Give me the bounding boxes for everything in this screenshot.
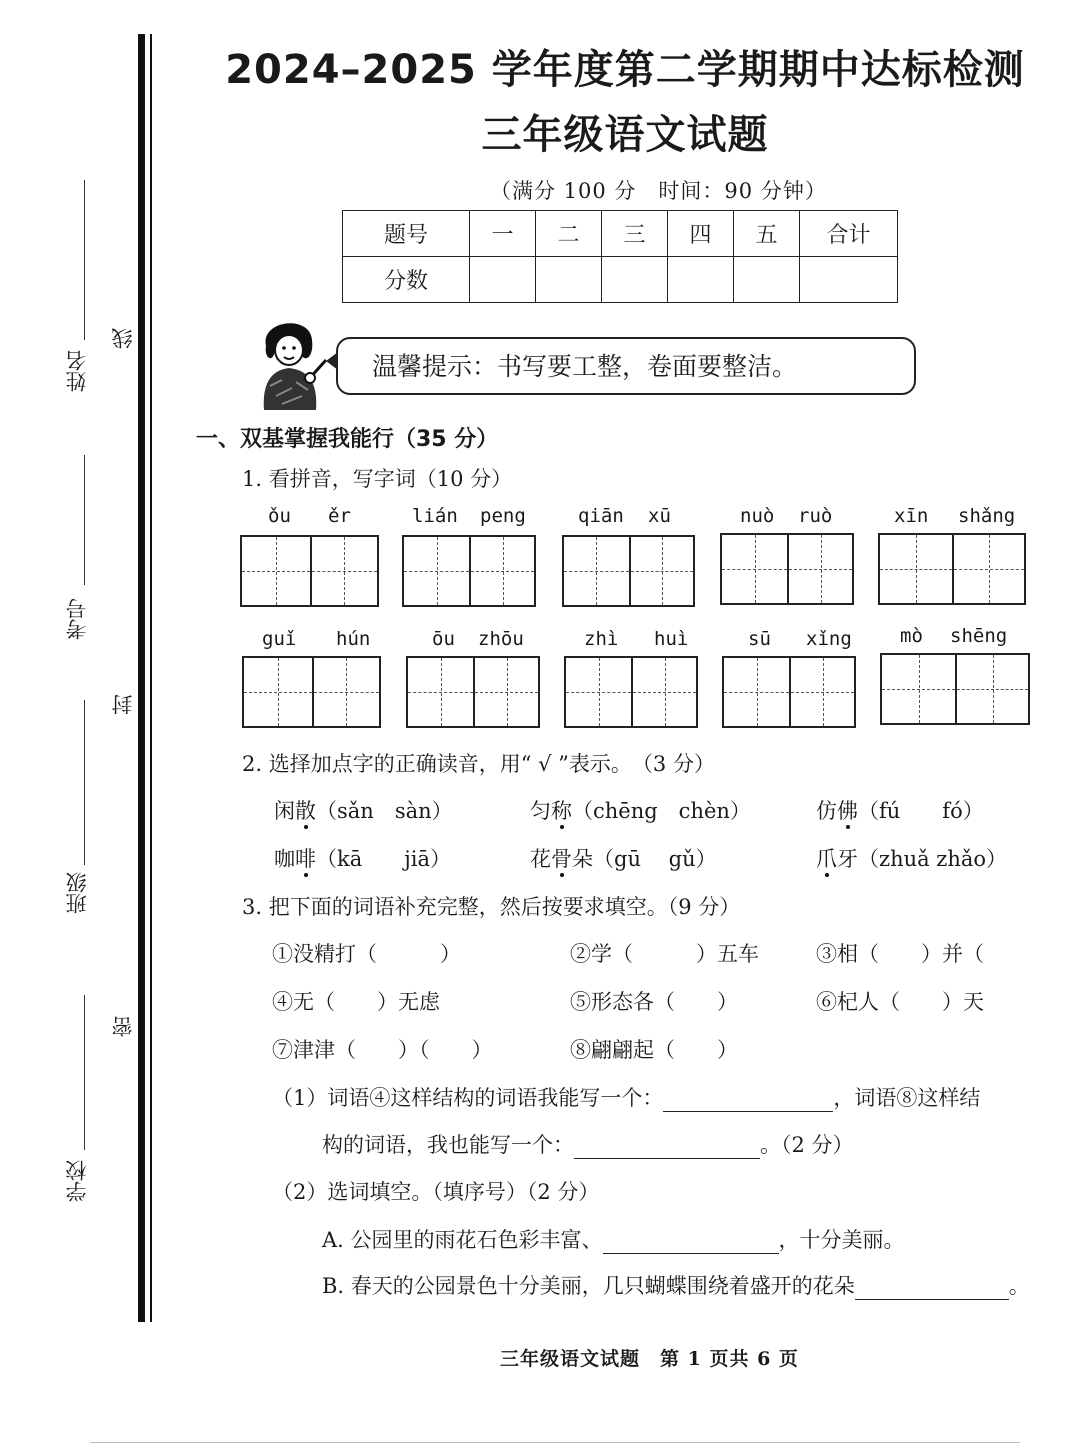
pinyin: ruò — [798, 505, 833, 527]
writing-grid[interactable] — [720, 533, 854, 605]
seal-mark: 封 — [111, 694, 135, 715]
q2-item: 咖啡（kā jiā） — [274, 843, 451, 873]
idiom-item[interactable]: ④无（ ）无虑 — [272, 990, 440, 1014]
pinyin: xū — [648, 505, 671, 527]
pinyin: mò — [900, 625, 923, 647]
q1-prompt: 1. 看拼音，写字词（10 分） — [242, 467, 513, 491]
score-table-header-label: 题号 — [343, 211, 470, 257]
score-cell[interactable] — [800, 257, 898, 303]
score-col-4: 四 — [668, 211, 734, 257]
answer-blank[interactable] — [663, 1111, 833, 1112]
score-table-score-row — [343, 257, 898, 303]
pinyin: peng — [480, 505, 526, 527]
binding-bar — [138, 34, 145, 1322]
idiom-item[interactable]: ⑧翩翩起（ ） — [570, 1038, 738, 1062]
pinyin: xǐng — [806, 628, 852, 650]
reading-options[interactable]: （fú fó） — [858, 799, 984, 823]
bottom-rule — [90, 1442, 1020, 1443]
pinyin: ěr — [328, 505, 351, 527]
q3-sub2-b: B. 春天的公园景色十分美丽，几只蝴蝶围绕着盛开的花朵 。 — [322, 1274, 1030, 1298]
pinyin: shēng — [950, 625, 1008, 647]
score-table — [342, 210, 898, 303]
idiom-item[interactable]: ⑥杞人（ ）天 — [816, 990, 984, 1014]
page-footer: 三年级语文试题 第 1 页共 6 页 — [500, 1348, 799, 1370]
reading-options[interactable]: （sǎn sàn） — [316, 799, 453, 823]
reading-options[interactable]: （zhuǎ zhǎo） — [858, 847, 1008, 871]
answer-blank[interactable] — [603, 1253, 779, 1254]
reading-options[interactable]: （kā jiā） — [316, 847, 451, 871]
subject-title: 三年级语文试题 — [481, 112, 769, 158]
score-table-header-row — [343, 211, 898, 257]
q3-sub1-line1: （1）词语④这样结构的词语我能写一个： ，词语⑧这样结 — [272, 1086, 981, 1110]
binding-bar-inner — [150, 34, 152, 1322]
writing-grid[interactable] — [878, 533, 1026, 605]
q2-item: 仿佛（fú fó） — [816, 795, 984, 825]
pinyin: nuò — [740, 505, 775, 527]
writing-grid[interactable] — [562, 535, 695, 607]
tip-bubble: 温馨提示：书写要工整，卷面要整洁。 — [336, 337, 916, 395]
pinyin: ōu — [432, 628, 455, 650]
q2-item: 闲散（sǎn sàn） — [274, 795, 453, 825]
school-line — [84, 995, 85, 1150]
pinyin: ǒu — [268, 505, 291, 527]
pinyin: lián — [412, 505, 458, 527]
name-label: 姓名 — [65, 350, 89, 392]
pinyin: hún — [336, 628, 371, 650]
writing-grid[interactable] — [880, 653, 1030, 725]
idiom-item[interactable]: ⑦津津（ ）（ ） — [272, 1038, 493, 1062]
answer-blank[interactable] — [574, 1158, 760, 1159]
reading-options[interactable]: （chēng chèn） — [572, 799, 751, 823]
writing-grid[interactable] — [242, 656, 381, 728]
score-col-total: 合计 — [800, 211, 898, 257]
score-cell[interactable] — [734, 257, 800, 303]
writing-grid[interactable] — [564, 656, 698, 728]
writing-grid[interactable] — [402, 535, 536, 607]
name-line — [84, 180, 85, 340]
idiom-item[interactable]: ②学（ ）五车 — [570, 942, 759, 966]
q2-item: 花骨朵（gū gǔ） — [530, 843, 717, 873]
reading-options[interactable]: （gū gǔ） — [593, 847, 717, 871]
answer-blank[interactable] — [855, 1299, 1009, 1300]
score-col-2: 二 — [536, 211, 602, 257]
exam-title: 2024–2025 学年度第二学期期中达标检测 — [225, 47, 1025, 93]
q2-item: 匀称（chēng chèn） — [530, 795, 751, 825]
teacher-illustration — [252, 316, 330, 410]
score-cell[interactable] — [602, 257, 668, 303]
pinyin: shǎng — [958, 505, 1016, 527]
pinyin: huì — [654, 628, 689, 650]
score-col-1: 一 — [470, 211, 536, 257]
q2-item: 爪牙（zhuǎ zhǎo） — [816, 843, 1007, 873]
idiom-item[interactable]: ③相（ ）并（ — [816, 942, 984, 966]
score-col-5: 五 — [734, 211, 800, 257]
q3-sub2-a: A. 公园里的雨花石色彩丰富、 ，十分美丽。 — [322, 1228, 905, 1252]
q2-prompt: 2. 选择加点字的正确读音，用“ √ ”表示。 （3 分） — [242, 752, 715, 776]
class-line — [84, 700, 85, 865]
writing-grid[interactable] — [240, 535, 379, 607]
writing-grid[interactable] — [406, 656, 540, 728]
score-col-3: 三 — [602, 211, 668, 257]
idiom-item[interactable]: ①没精打（ ） — [272, 942, 461, 966]
exam-no-label: 考号 — [65, 598, 89, 640]
pinyin: guǐ — [262, 628, 297, 650]
section-1-heading: 一、双基掌握我能行（35 分） — [196, 427, 499, 452]
score-table-row-label: 分数 — [343, 257, 470, 303]
idiom-item[interactable]: ⑤形态各（ ） — [570, 990, 738, 1014]
pinyin: sū — [748, 628, 771, 650]
q3-sub2-prompt: （2）选词填空。（填序号）（2 分） — [272, 1180, 600, 1204]
class-label: 班级 — [65, 872, 89, 914]
writing-grid[interactable] — [722, 656, 856, 728]
score-cell[interactable] — [536, 257, 602, 303]
pinyin: qiān — [578, 505, 624, 527]
score-cell[interactable] — [668, 257, 734, 303]
q3-sub1-line2: 构的词语，我也能写一个： 。（2 分） — [322, 1133, 854, 1157]
pinyin: zhōu — [478, 628, 524, 650]
exam-info: （满分 100 分 时间：90 分钟） — [490, 179, 827, 203]
q3-prompt: 3. 把下面的词语补充完整，然后按要求填空。（9 分） — [242, 895, 741, 919]
pinyin: zhì — [584, 628, 619, 650]
school-label: 学校 — [65, 1160, 89, 1202]
secret-mark: 密 — [111, 1016, 135, 1037]
score-cell[interactable] — [470, 257, 536, 303]
line-mark: 线 — [111, 328, 135, 349]
exam-no-line — [84, 455, 85, 585]
pinyin: xīn — [894, 505, 929, 527]
